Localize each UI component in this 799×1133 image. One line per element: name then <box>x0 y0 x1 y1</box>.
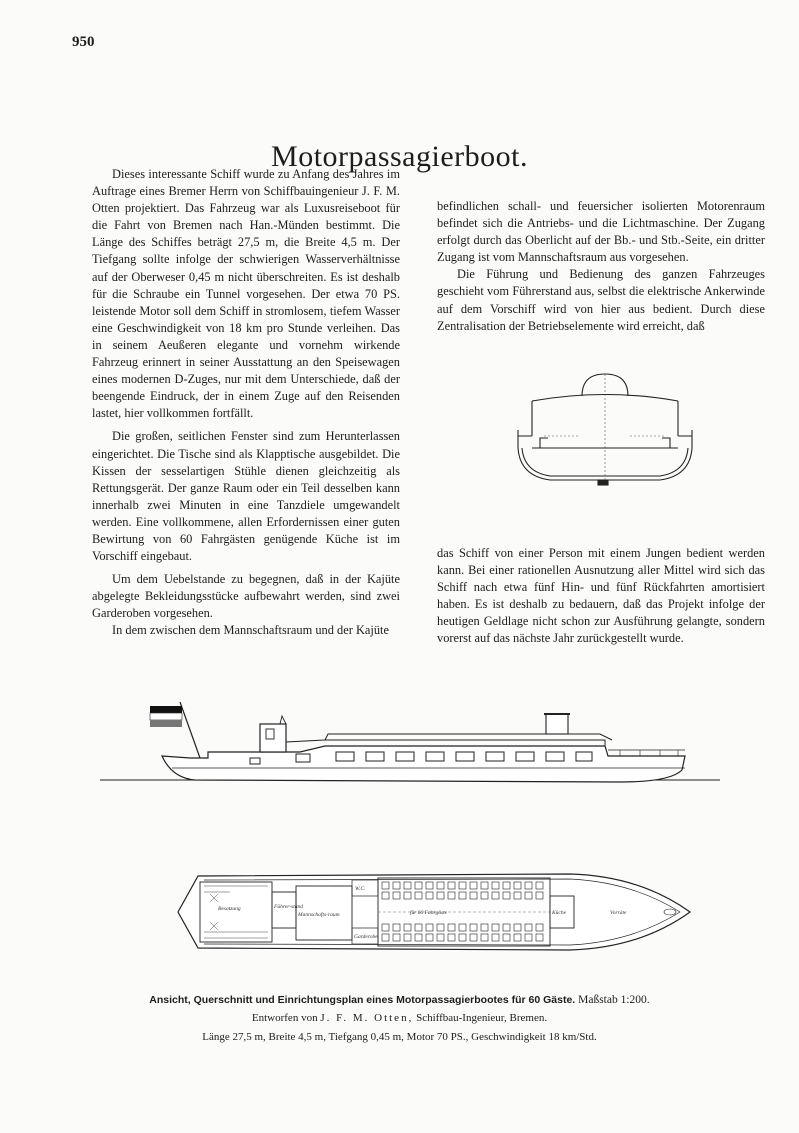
text-column-right-top <box>437 198 765 335</box>
label-kueche: Küche <box>552 910 567 916</box>
deck-plan-drawing <box>170 862 700 962</box>
caption-line-3: Länge 27,5 m, Breite 4,5 m, Tiefgang 0,45 m, Motor 70 PS., Geschwindigkeit 18 km/Std. <box>202 1031 597 1043</box>
label-wc: W.C. <box>355 886 366 892</box>
label-fahrgaeste: für 60 Fahrgäste <box>410 910 448 916</box>
caption-title: Ansicht, Querschnitt und Einrichtungsplan eines Motorpassagierbootes für 60 Gäste. <box>149 994 576 1006</box>
text-column-right-bottom <box>437 545 765 648</box>
paragraph: In dem zwischen dem Mannschaftsraum und der Kajüte <box>112 623 389 638</box>
caption-scale: Maßstab 1:200. <box>578 994 650 1006</box>
label-garderobe: Garderobe <box>354 934 378 940</box>
flag-icon <box>150 702 200 758</box>
caption-line-2 <box>0 1012 799 1024</box>
label-mannschaftsraum: Mannschafts-raum <box>298 912 340 918</box>
text-column-left <box>92 166 400 640</box>
paragraph: Um dem Uebelstande zu begegnen, daß in der Kajüte abgelegte Bekleidungsstücke aufbewahrt werden, sind zwei Garderoben vorgesehen. <box>92 572 400 621</box>
caption-designer-title: Schiffbau-Ingenieur, Bremen. <box>416 1012 548 1024</box>
cross-section-drawing <box>510 368 700 493</box>
paragraph: befindlichen schall- und feuersicher isolierten Motorenraum befindet sich die Antriebs- und die Lichtmaschine. Der Zugang erfolgt durch das Oberlicht auf der Bb.- und Stb.-Seite, ein dritter Zugang ist vom Mannschaftsraum aus vorgesehen. <box>437 199 765 265</box>
caption-designer-name: J. F. M. Otten, <box>320 1012 414 1024</box>
label-fuehrerstand: Führer-stand <box>274 904 304 910</box>
paragraph: Die großen, seitlichen Fenster sind zum Herunterlassen eingerichtet. Die Tische sind als Klapptische ausgebildet. Die Kissen der sesselartigen Stühle dienen gleichzeitig als Rettungsgerät. Der ganze Raum oder ein Teil desselben kann innerhalb zwei Minuten in eine Tanzdiele umgewandelt werden. Eine vollkommene, allen Erfordernissen einer guten Bewirtung von 60 Fahrgästen genügende Küche ist im Vorschiff eingebaut. <box>92 429 400 564</box>
paragraph: Die Führung und Bedienung des ganzen Fahrzeuges geschieht vom Führerstand aus, selbst die elektrische Ankerwinde auf dem Vorschiff wird von hier aus bedient. Durch diese Zentralisation der Betriebselemente wird erreicht, daß <box>437 267 765 333</box>
label-vorraete: Vorräte <box>610 910 627 916</box>
caption-line-1 <box>0 994 799 1006</box>
caption-designed-by: Entworfen von <box>251 1012 318 1024</box>
paragraph: das Schiff von einer Person mit einem Jungen bedient werden kann. Bei einer rationellen Ausnutzung aller Mittel wird sich das Schiff nach etwa fünf Hin- und fünf Rückfahrten amortisiert haben. Es ist deshalb zu bedauern, daß das Projekt infolge der heutigen Geldlage nicht schon zur Ausführung gelangte, sondern vorerst auf das nächste Jahr zurückgestellt wurde. <box>437 546 765 646</box>
label-besatzung: Besatzung <box>218 906 241 912</box>
side-elevation-drawing <box>100 698 720 798</box>
paragraph: Dieses interessante Schiff wurde zu Anfang des Jahres im Auftrage eines Bremer Herrn von Schiffbauingenieur J. F. M. Otten projektiert. Das Fahrzeug war als Luxusreiseboot für die Fahrt von Bremen nach Han.-Münden bestimmt. Die Länge des Schiffes beträgt 27,5 m, die Breite 4,5 m. Der Tiefgang sollte infolge der schwierigen Wasserverhältnisse auf der Oberweser 0,45 m nicht überschreiten. Es ist deshalb für die Schraube ein Tunnel vorgesehen. Der etwa 70 PS. leistende Motor soll dem Schiff in stromlosem, tiefem Wasser eine Geschwindigkeit von 18 km pro Stunde verleihen. Das in seinem Aeußeren elegante und vornehm wirkende Fahrzeug erinnert in seiner Ausstattung an den Speisewagen eines modernen D-Zuges, nur mit dem Unterschiede, daß der beengende Eindruck, der in einem Zuge auf den Reisenden lastet, hier vollkommen fortfällt. <box>92 167 400 421</box>
article-title: Motorpassagierboot. <box>271 140 528 173</box>
page-number: 950 <box>72 34 95 50</box>
